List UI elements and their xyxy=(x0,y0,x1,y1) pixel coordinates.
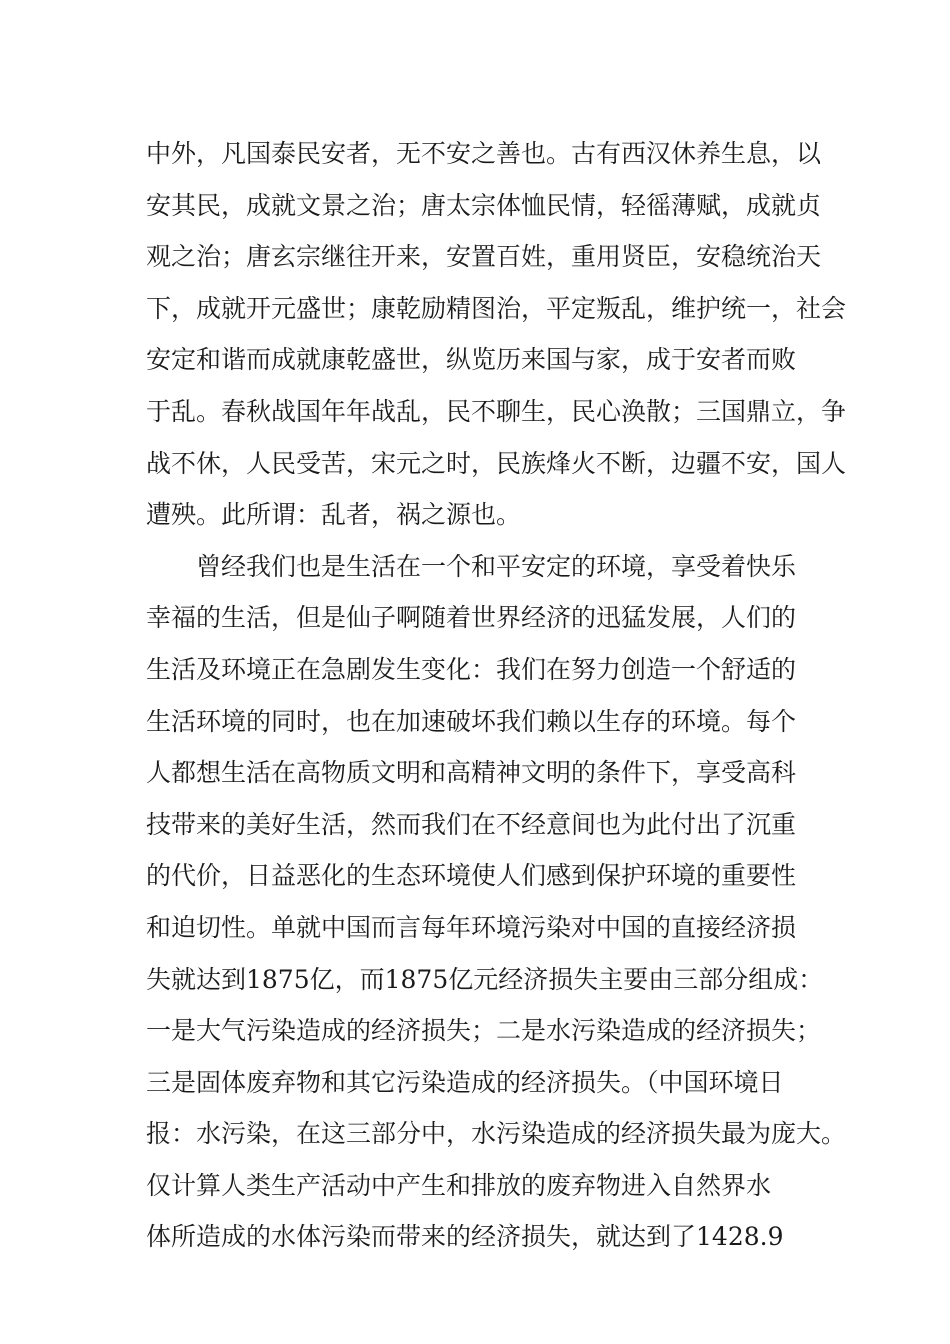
text-line: 安其民，成就文景之治；唐太宗体恤民情，轻徭薄赋，成就贞 xyxy=(146,190,822,220)
text-line: 于乱。春秋战国年年战乱，民不聊生，民心涣散；三国鼎立，争 xyxy=(146,396,847,426)
text-line: 一是大气污染造成的经济损失；二是水污染造成的经济损失； xyxy=(146,1016,822,1046)
body-text xyxy=(146,128,847,1263)
text-line: 生活及环境正在急剧发生变化：我们在努力创造一个舒适的 xyxy=(146,654,797,684)
text-line: 失就达到1875亿，而1875亿元经济损失主要由三部分组成： xyxy=(146,964,824,994)
text-line: 三是固体废弃物和其它污染造成的经济损失。（中国环境日 xyxy=(146,1067,784,1097)
text-line: 体所造成的水体污染而带来的经济损失，就达到了1428.9 xyxy=(146,1222,784,1252)
text-line: 曾经我们也是生活在一个和平安定的环境，享受着快乐 xyxy=(196,551,797,581)
text-line: 报：水污染，在这三部分中，水污染造成的经济损失最为庞大。 xyxy=(146,1119,847,1149)
text-line: 和迫切性。单就中国而言每年环境污染对中国的直接经济损 xyxy=(146,912,797,942)
text-line: 的代价，日益恶化的生态环境使人们感到保护环境的重要性 xyxy=(146,861,797,891)
text-line: 中外，凡国泰民安者，无不安之善也。古有西汉休养生息，以 xyxy=(146,139,822,168)
text-line: 人都想生活在高物质文明和高精神文明的条件下，享受高科 xyxy=(146,758,797,788)
text-line: 仅计算人类生产活动中产生和排放的废弃物进入自然界水 xyxy=(146,1170,772,1200)
text-line: 技带来的美好生活，然而我们在不经意间也为此付出了沉重 xyxy=(146,809,797,839)
text-line: 幸福的生活，但是仙子啊随着世界经济的迅猛发展，人们的 xyxy=(146,603,797,633)
text-line: 安定和谐而成就康乾盛世，纵览历来国与家，成于安者而败 xyxy=(146,345,797,375)
text-line: 生活环境的同时，也在加速破坏我们赖以生存的环境。每个 xyxy=(146,706,797,736)
text-line: 遭殃。此所谓：乱者，祸之源也。 xyxy=(146,500,522,530)
paragraph-2 xyxy=(146,541,847,1263)
paragraph-1 xyxy=(146,128,847,541)
text-line: 下，成就开元盛世；康乾励精图治，平定叛乱，维护统一，社会 xyxy=(146,293,847,323)
text-line: 战不休，人民受苦，宋元之时，民族烽火不断，边疆不安，国人 xyxy=(146,448,847,478)
text-line: 观之治；唐玄宗继往开来，安置百姓，重用贤臣，安稳统治天 xyxy=(146,242,822,272)
